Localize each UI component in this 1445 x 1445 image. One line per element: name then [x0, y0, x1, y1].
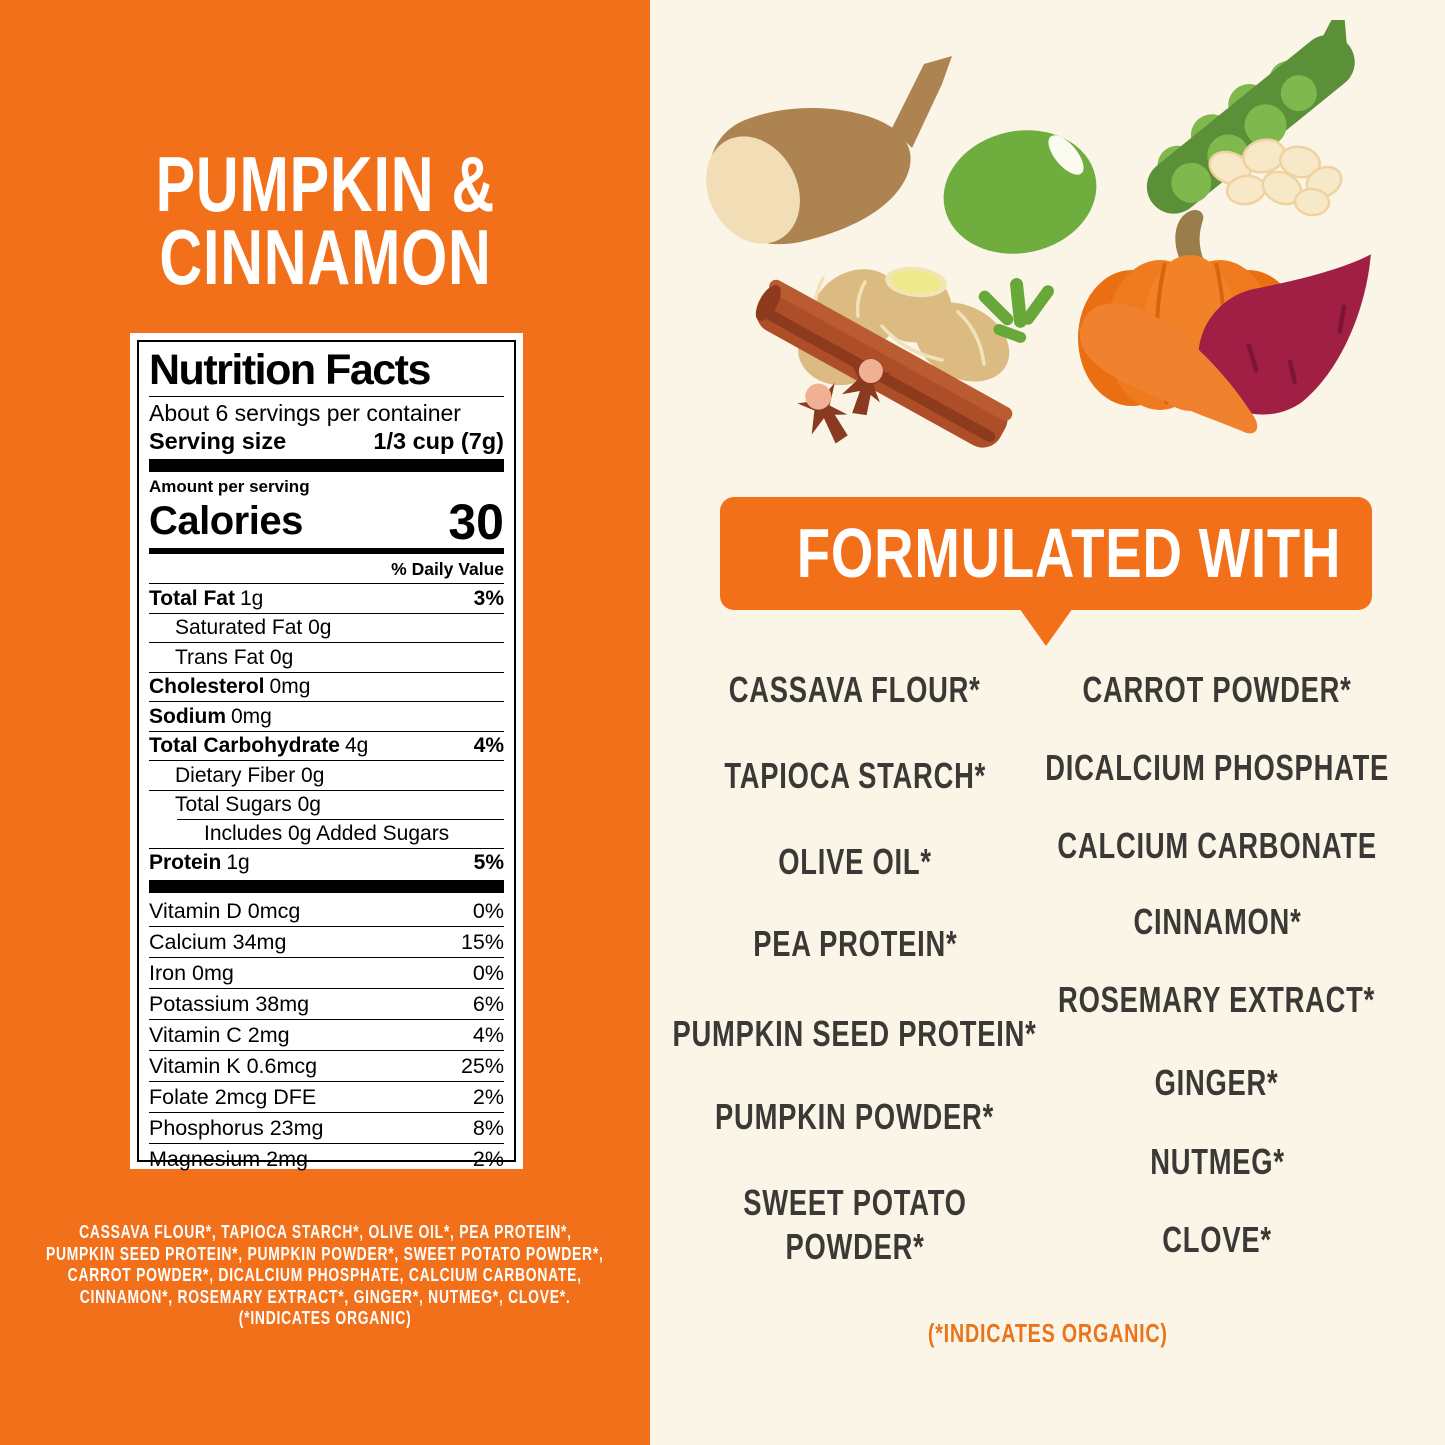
nutrition-row-total-carbohydrate: Total Carbohydrate 4g 4%: [149, 731, 504, 761]
formulated-item-calcium-carbonate: CALCIUM CARBONATE: [1057, 825, 1377, 866]
left-panel: [0, 0, 650, 1445]
formulated-item-pea-protein: PEA PROTEIN*: [752, 923, 958, 964]
vitamin-row-vitamin-c: Vitamin C 2mg 4%: [149, 1019, 504, 1050]
formulated-with-label: FORMULATED WITH: [796, 514, 1342, 592]
product-title-line2: CINNAMON: [158, 213, 492, 301]
vitamin-row-iron: Iron 0mg 0%: [149, 957, 504, 988]
nutrition-row-total-fat: Total Fat 1g 3%: [149, 583, 504, 613]
serving-size-row: [149, 427, 504, 456]
vitamin-row-calcium: Calcium 34mg 15%: [149, 926, 504, 957]
vitamin-row-vitamin-d: Vitamin D 0mcg 0%: [149, 899, 504, 923]
nutrition-facts-border-box: [137, 340, 516, 1171]
formulated-item-cassava-flour: CASSAVA FLOUR*: [729, 669, 981, 710]
formulated-item-rosemary-extract: ROSEMARY EXTRACT*: [1058, 979, 1376, 1020]
vitamin-row-folate: Folate 2mcg DFE 2%: [149, 1081, 504, 1112]
nutrition-row-saturated-fat: Saturated Fat 0g: [149, 613, 504, 643]
cassava-root-icon: [688, 56, 952, 260]
serving-size-value: 1/3 cup (7g): [373, 428, 504, 454]
nutrition-row-cholesterol: Cholesterol 0mg: [149, 672, 504, 702]
formulated-item-sweet-potato-powder: SWEET POTATO POWDER*: [743, 1182, 967, 1267]
banner-tail-pointer: [1019, 608, 1073, 646]
nutrition-row-added-sugars: Includes 0g Added Sugars: [149, 819, 504, 848]
amount-per-serving-label: Amount per serving: [149, 477, 310, 496]
product-title-line1: PUMPKIN &: [155, 140, 495, 228]
vitamin-row-phosphorus: Phosphorus 23mg 8%: [149, 1112, 504, 1143]
vitamin-row-potassium: Potassium 38mg 6%: [149, 988, 504, 1019]
formulated-item-clove: CLOVE*: [1162, 1219, 1272, 1260]
ingredients-statement: CASSAVA FLOUR*, TAPIOCA STARCH*, OLIVE OIL*, PEA PROTEIN*, PUMPKIN SEED PROTEIN*, PUMPKIN POWDER*, SWEET POTATO POWDER*, CARROT POWDER*, DICALCIUM PHOSPHATE, CALCIUM CARBONATE, CINNAMON*, ROSEMARY EXTRACT*, GINGER*, NUTMEG*, CLOVE*. (*INDICATES ORGANIC): [46, 1221, 604, 1328]
nutrition-facts-label: [130, 333, 523, 1169]
nutrition-row-sodium: Sodium 0mg: [149, 701, 504, 731]
calories-row: [149, 493, 504, 550]
formulated-item-ginger: GINGER*: [1155, 1062, 1279, 1103]
servings-per-container: About 6 servings per container: [149, 400, 461, 426]
formulated-item-carrot-powder: CARROT POWDER*: [1082, 669, 1352, 710]
thick-divider-bar: [149, 880, 504, 893]
nutrition-row-dietary-fiber: Dietary Fiber 0g: [149, 760, 504, 790]
formulated-item-olive-oil: OLIVE OIL*: [778, 841, 932, 882]
thick-divider-bar: [149, 459, 504, 472]
nutrition-row-protein: Protein 1g 5%: [149, 848, 504, 878]
formulated-item-tapioca-starch: TAPIOCA STARCH*: [724, 755, 986, 796]
calories-label: Calories: [149, 499, 303, 543]
product-title: [0, 140, 650, 301]
nutrition-row-total-sugars: Total Sugars 0g: [149, 790, 504, 820]
ingredients-illustration: [660, 20, 1420, 460]
formulated-item-pumpkin-powder: PUMPKIN POWDER*: [715, 1096, 995, 1137]
formulated-item-cinnamon: CINNAMON*: [1133, 901, 1301, 942]
nutrition-facts-title: Nutrition Facts: [149, 347, 504, 397]
green-olive-icon: [932, 116, 1108, 267]
vitamin-row-magnesium: Magnesium 2mg 2%: [149, 1143, 504, 1174]
daily-value-header: % Daily Value: [391, 559, 504, 579]
vitamin-row-vitamin-k: Vitamin K 0.6mcg 25%: [149, 1050, 504, 1081]
right-panel: [650, 0, 1445, 1445]
nutrition-row-trans-fat: Trans Fat 0g: [149, 642, 504, 672]
calories-value: 30: [448, 493, 504, 550]
formulated-item-nutmeg: NUTMEG*: [1149, 1141, 1285, 1182]
formulated-with-banner: [720, 497, 1372, 610]
formulated-item-pumpkin-seed-protein: PUMPKIN SEED PROTEIN*: [672, 1013, 1038, 1054]
serving-size-label: Serving size: [149, 428, 287, 454]
organic-footnote: (*INDICATES ORGANIC): [927, 1318, 1168, 1348]
formulated-item-dicalcium-phosphate: DICALCIUM PHOSPHATE: [1045, 747, 1389, 788]
